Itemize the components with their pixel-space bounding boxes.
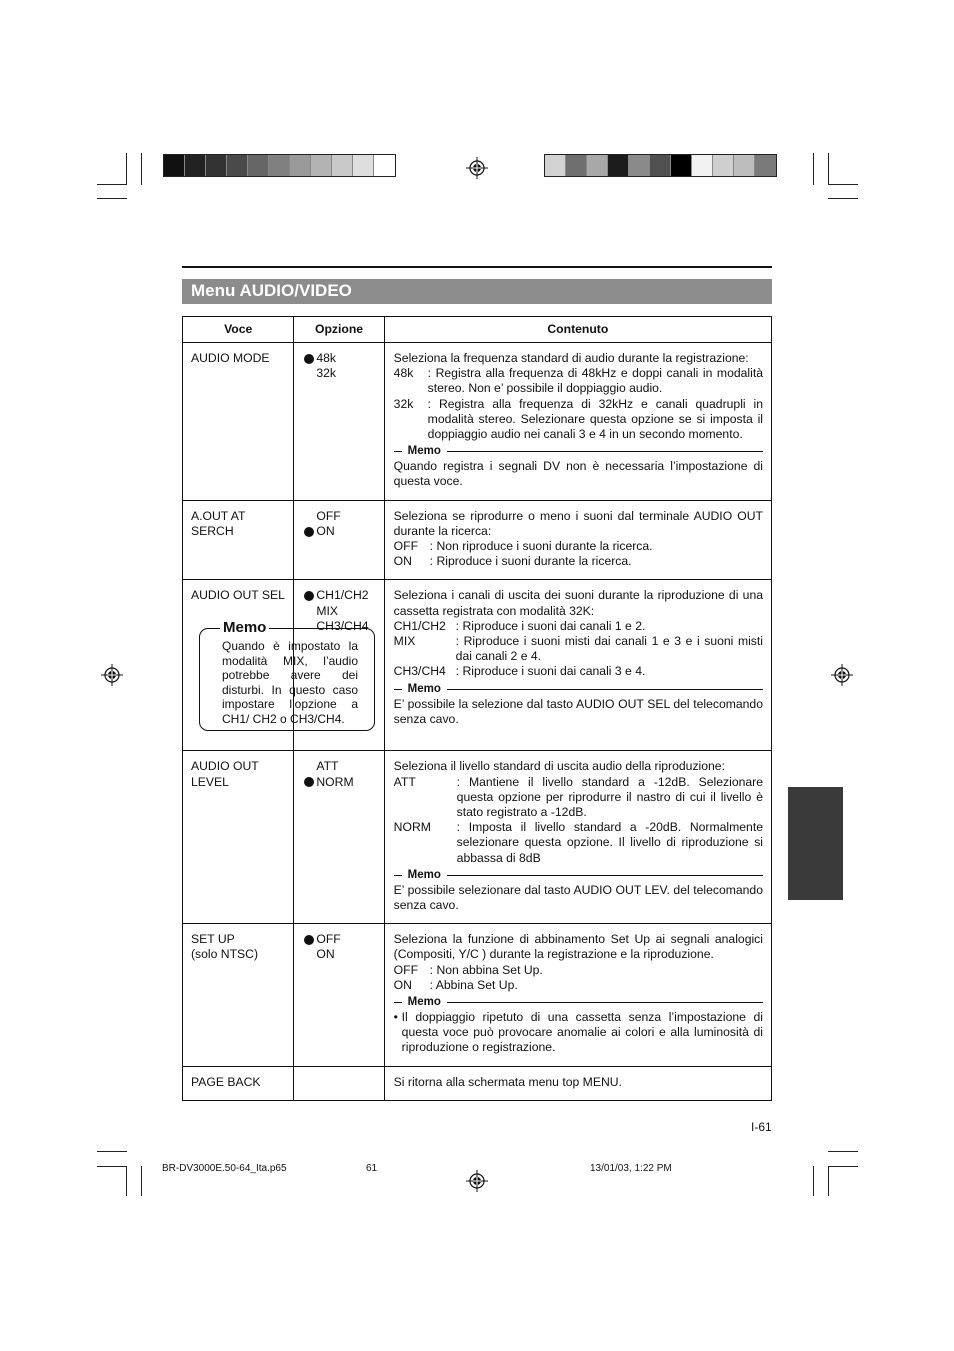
footer-date: 13/01/03, 1:22 PM [590, 1163, 672, 1174]
option-value: CH1/CH2 [316, 588, 369, 603]
option-key: CH3/CH4 [393, 664, 446, 679]
registration-mark-icon [466, 1170, 488, 1192]
crop-mark [141, 1166, 142, 1196]
color-swatch [587, 155, 608, 176]
default-bullet-icon [304, 591, 314, 601]
description: Si ritorna alla schermata menu top MENU. [393, 1074, 622, 1089]
item-name: SERCH [191, 523, 234, 538]
option-key: ON [393, 977, 412, 992]
color-swatch [692, 155, 713, 176]
color-swatch [311, 155, 332, 176]
memo-label: Memo [407, 682, 441, 695]
crop-mark [828, 198, 858, 199]
header-rule [182, 266, 772, 268]
memo-divider [394, 995, 763, 1010]
memo-label: Memo [407, 995, 441, 1008]
footer-filename: BR-DV3000E.50-64_Ita.p65 [162, 1163, 287, 1174]
column-header-voce: Voce [183, 317, 294, 343]
color-swatch [227, 155, 248, 176]
crop-mark [828, 1166, 829, 1196]
section-thumb-tab [788, 787, 843, 900]
description: Seleziona la funzione di abbinamento Set Up ai segnali analogici (Compositi, Y/C ) durante la registrazione e la riproduzione. [393, 932, 763, 962]
memo-callout-text: Quando è impostato la modalità MIX, l’audio potrebbe avere dei disturbi. In questo caso impostare l’opzione a CH1/ CH2 o CH3/CH4. [222, 639, 358, 726]
description: Seleziona i canali di uscita dei suoni durante la riproduzione di una cassetta registrata con modalità 32K: [393, 588, 763, 618]
color-swatch [206, 155, 227, 176]
item-name: A.OUT AT [191, 508, 246, 523]
item-name: LEVEL [191, 774, 229, 789]
memo-callout-title: Memo [220, 619, 269, 636]
option-description: : Riproduce i suoni dai canali 1 e 2. [455, 618, 646, 633]
crop-mark [828, 1151, 858, 1152]
page-number: I-61 [751, 1120, 772, 1134]
color-swatch [185, 155, 206, 176]
option-key: MIX [393, 634, 416, 649]
option-key: ATT [393, 774, 416, 789]
option-description: : Mantiene il livello standard a -12dB. Selezionare questa opzione per riprodurre il nastro di cui il livello è stato registrato a -12dB. [456, 774, 763, 820]
option-description: : Riproduce i suoni dai canali 3 e 4. [455, 664, 646, 679]
option-value: ON [316, 947, 335, 962]
memo-text: Quando registra i segnali DV non è necessaria l’impostazione di questa voce. [393, 459, 763, 489]
option-value: ATT [316, 759, 339, 774]
option-value: 32k [316, 366, 337, 381]
bullet-icon: • [393, 1010, 398, 1025]
section-title-bar [182, 279, 772, 304]
column-header-contenuto: Contenuto [384, 317, 771, 343]
color-swatch-strip-left [163, 154, 396, 177]
color-swatch [332, 155, 353, 176]
color-swatch [374, 155, 395, 176]
default-bullet-icon [304, 935, 314, 945]
column-header-opzione: Opzione [294, 317, 384, 343]
option-description: : Riproduce i suoni durante la ricerca. [429, 554, 632, 569]
description: Seleziona il livello standard di uscita audio della riproduzione: [393, 759, 725, 774]
default-bullet-icon [304, 777, 314, 787]
crop-mark [828, 184, 858, 185]
table-row-audio-mode [183, 343, 772, 501]
color-swatch [353, 155, 374, 176]
registration-mark-icon [101, 664, 123, 686]
item-name: (solo NTSC) [191, 947, 259, 962]
default-bullet-icon [304, 527, 314, 537]
color-swatch-strip-right [544, 154, 777, 177]
option-value: OFF [316, 932, 341, 947]
memo-text: Il doppiaggio ripetuto di una cassetta senza l’impostazione di questa voce può provocare anomalie ai colori e alla luminosità di riproduzione o registrazione. [401, 1010, 763, 1055]
crop-mark [97, 198, 127, 199]
color-swatch [734, 155, 755, 176]
color-swatch [755, 155, 776, 176]
color-swatch [629, 155, 650, 176]
footer-page: 61 [366, 1163, 378, 1174]
default-bullet-icon [304, 354, 314, 364]
option-description: : Non riproduce i suoni durante la ricerca. [429, 539, 653, 554]
option-key: 48k [393, 366, 414, 381]
registration-mark-icon [466, 157, 488, 179]
table-row-page-back [183, 1066, 772, 1100]
option-key: CH1/CH2 [393, 618, 446, 633]
item-name: PAGE BACK [191, 1074, 261, 1089]
color-swatch [290, 155, 311, 176]
option-key: OFF [393, 962, 419, 977]
option-value: NORM [316, 774, 354, 789]
option-key: 32k [393, 396, 414, 411]
memo-divider [394, 444, 763, 459]
crop-mark [126, 1166, 127, 1196]
option-description: : Registra alla frequenza di 48kHz e doppi canali in modalità stereo. Non e’ possibile il doppiaggio audio. [427, 366, 763, 396]
crop-mark [828, 1166, 858, 1167]
crop-mark [126, 153, 127, 185]
color-swatch [566, 155, 587, 176]
option-key: OFF [393, 539, 419, 554]
memo-text: E’ possibile la selezione dal tasto AUDIO OUT SEL del telecomando senza cavo. [393, 696, 763, 726]
table-row-audio-out-level [183, 751, 772, 924]
crop-mark [828, 153, 829, 185]
item-name: AUDIO OUT [191, 759, 259, 774]
item-name: AUDIO MODE [191, 351, 270, 365]
item-name: SET UP [191, 932, 235, 947]
color-swatch [608, 155, 629, 176]
color-swatch [164, 155, 185, 176]
page-title: Menu AUDIO/VIDEO [191, 281, 352, 300]
registration-mark-icon [831, 664, 853, 686]
crop-mark [97, 1151, 127, 1152]
option-value: OFF [316, 508, 341, 523]
option-description: : Abbina Set Up. [429, 977, 518, 992]
option-value: 48k [316, 351, 337, 365]
option-value: MIX [316, 603, 339, 618]
option-value: CH3/CH4 [316, 618, 369, 633]
option-key: NORM [393, 820, 431, 835]
table-row-set-up [183, 924, 772, 1066]
memo-text: E’ possibile selezionare dal tasto AUDIO OUT LEV. del telecomando senza cavo. [393, 882, 763, 913]
crop-mark [97, 1166, 127, 1167]
option-key: ON [393, 554, 412, 569]
option-value: ON [316, 523, 335, 538]
description: Seleziona la frequenza standard di audio durante la registrazione: [393, 351, 749, 365]
color-swatch [650, 155, 671, 176]
memo-callout [199, 619, 375, 731]
description: Seleziona se riprodurre o meno i suoni dal terminale AUDIO OUT durante la ricerca: [393, 508, 763, 538]
option-description: : Non abbina Set Up. [429, 962, 543, 977]
memo-label: Memo [407, 445, 441, 458]
memo-divider [394, 868, 763, 883]
crop-mark [813, 153, 814, 185]
option-description: : Registra alla frequenza di 32kHz e canali quadrupli in modalità stereo. Selezionare questa opzione se si imposta il doppiaggio audio nei canali 3 e 4 in un secondo momento. [427, 396, 763, 442]
table-row-aout-serch [183, 500, 772, 580]
color-swatch [248, 155, 269, 176]
color-swatch [269, 155, 290, 176]
memo-divider [394, 682, 763, 697]
color-swatch [545, 155, 566, 176]
color-swatch [671, 155, 692, 176]
crop-mark [97, 184, 127, 185]
crop-mark [141, 153, 142, 185]
color-swatch [713, 155, 734, 176]
item-name: AUDIO OUT SEL [191, 588, 285, 603]
table-header-row [183, 317, 772, 343]
option-description: : Riproduce i suoni misti dai canali 1 e 3 e i suoni misti dai canali 2 e 4. [455, 634, 763, 664]
option-description: : Imposta il livello standard a -20dB. Normalmente selezionare questa opzione. Il livello di riproduzione si abbassa di 8dB [456, 820, 763, 865]
crop-mark [813, 1166, 814, 1196]
memo-label: Memo [407, 868, 441, 881]
